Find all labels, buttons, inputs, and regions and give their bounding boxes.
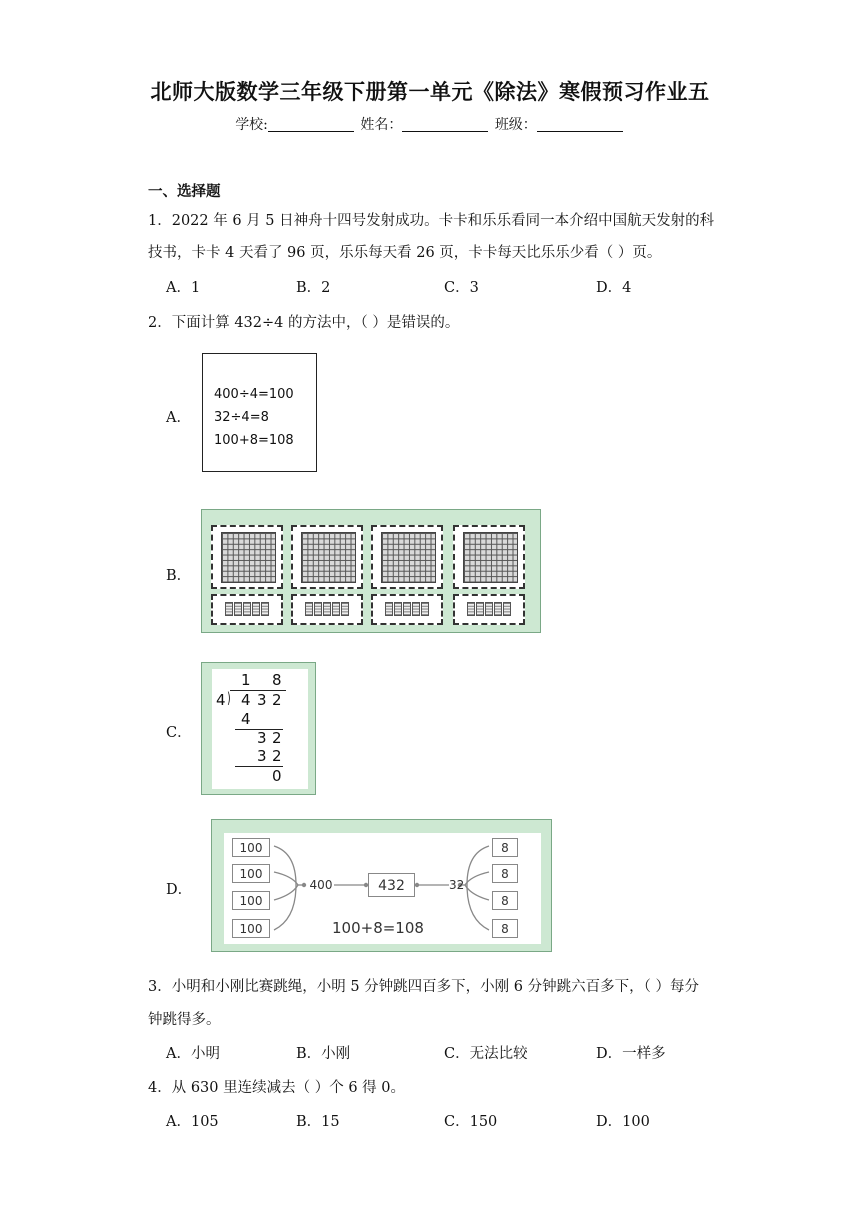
- ten-block: [403, 602, 411, 616]
- subtract-1: 4: [241, 710, 251, 728]
- name-field[interactable]: [402, 117, 488, 132]
- fig-a-line2: 32÷4=8: [214, 410, 269, 425]
- ten-block: [314, 602, 322, 616]
- remainder-digit: 3: [257, 729, 267, 747]
- ten-block: [412, 602, 420, 616]
- q3-stem-line1: 3．小明和小刚比赛跳绳，小明 5 分钟跳四百多下，小刚 6 分钟跳六百多下，（ ）每分: [148, 979, 699, 995]
- eight-box: 8: [492, 864, 518, 883]
- ten-block: [234, 602, 242, 616]
- divisor: 4: [216, 691, 226, 709]
- q1-stem-line2: 技书，卡卡 4 天看了 96 页，乐乐每天看 26 页，卡卡每天比乐乐少看（ ）页。: [148, 245, 662, 261]
- q2-figure-c: [201, 662, 316, 795]
- total-box: 432: [368, 873, 415, 897]
- ten-block: [332, 602, 340, 616]
- q3-option-c[interactable]: C．无法比较: [444, 1046, 528, 1062]
- q4-option-a[interactable]: A．105: [166, 1114, 219, 1130]
- dividend-digit: 2: [272, 691, 282, 709]
- subtract-2-digit: 3: [257, 747, 267, 765]
- hundred-grid: [463, 532, 518, 583]
- hundreds-group: [291, 525, 363, 589]
- hundred-box: 100: [232, 838, 270, 857]
- ten-block: [323, 602, 331, 616]
- school-label: 学校:: [235, 117, 268, 133]
- page-title: 北师大版数学三年级下册第一单元《除法》寒假预习作业五: [150, 79, 710, 104]
- remainder-digit: 2: [272, 729, 282, 747]
- hundreds-group: [371, 525, 443, 589]
- ten-block: [225, 602, 233, 616]
- eight-box: 8: [492, 919, 518, 938]
- student-info: [0, 114, 860, 134]
- eight-box: 8: [492, 891, 518, 910]
- q2-option-d-label[interactable]: D．: [166, 882, 193, 898]
- name-label: 姓名：: [360, 117, 403, 133]
- q2-figure-d: [211, 819, 552, 952]
- tens-group: [371, 594, 443, 625]
- final-remainder: 0: [272, 767, 282, 785]
- ten-block: [503, 602, 511, 616]
- eight-box: 8: [492, 838, 518, 857]
- tens-group: [291, 594, 363, 625]
- dividend-digit: 3: [257, 691, 267, 709]
- long-division: [212, 669, 308, 789]
- ten-block: [476, 602, 484, 616]
- hundred-box: 100: [232, 919, 270, 938]
- school-field[interactable]: [268, 117, 354, 132]
- class-label: 班级：: [494, 117, 537, 133]
- quotient-digit: 1: [241, 671, 251, 689]
- tens-group: [453, 594, 525, 625]
- dividend-digit: 4: [241, 691, 251, 709]
- quotient-digit: 8: [272, 671, 282, 689]
- ten-block: [341, 602, 349, 616]
- hundred-box: 100: [232, 864, 270, 883]
- partial-400: 400: [309, 878, 333, 892]
- q3-option-d[interactable]: D．一样多: [596, 1046, 666, 1062]
- q1-option-b[interactable]: B．2: [296, 280, 331, 296]
- q4-stem: 4．从 630 里连续减去（ ）个 6 得 0。: [148, 1080, 406, 1096]
- q2-stem: 2．下面计算 432÷4 的方法中，（ ）是错误的。: [148, 315, 460, 331]
- ten-block: [385, 602, 393, 616]
- ten-block: [485, 602, 493, 616]
- ten-block: [494, 602, 502, 616]
- fig-a-line3: 100+8=108: [214, 433, 294, 448]
- q2-option-a-label[interactable]: A．: [166, 410, 191, 426]
- class-field[interactable]: [537, 117, 623, 132]
- hundred-grid: [301, 532, 356, 583]
- tens-group: [211, 594, 283, 625]
- ten-block: [243, 602, 251, 616]
- q2-option-b-label[interactable]: B．: [166, 568, 192, 584]
- ten-block: [305, 602, 313, 616]
- hundred-grid: [381, 532, 436, 583]
- q3-option-a[interactable]: A．小明: [166, 1046, 220, 1062]
- ten-block: [394, 602, 402, 616]
- ten-block: [467, 602, 475, 616]
- ten-block: [421, 602, 429, 616]
- hundreds-group: [453, 525, 525, 589]
- q2-figure-a: [202, 353, 317, 472]
- hundred-box: 100: [232, 891, 270, 910]
- hundred-grid: [221, 532, 276, 583]
- equation: 100+8=108: [332, 919, 424, 937]
- q3-stem-line2: 钟跳得多。: [148, 1012, 221, 1028]
- q1-stem-line1: 1．2022 年 6 月 5 日神舟十四号发射成功。卡卡和乐乐看同一本介绍中国航天发射的科: [148, 213, 715, 229]
- ten-block: [261, 602, 269, 616]
- subtract-2-digit: 2: [272, 747, 282, 765]
- q2-figure-b: [201, 509, 541, 633]
- hundreds-group: [211, 525, 283, 589]
- q3-option-b[interactable]: B．小刚: [296, 1046, 351, 1062]
- q4-option-b[interactable]: B．15: [296, 1114, 340, 1130]
- partial-32: 32: [449, 878, 465, 892]
- fig-a-line1: 400÷4=100: [214, 387, 294, 402]
- section-heading: 一、选择题: [148, 183, 221, 200]
- q4-option-d[interactable]: D．100: [596, 1114, 650, 1130]
- q2-option-c-label[interactable]: C．: [166, 725, 192, 741]
- q1-option-a[interactable]: A．1: [166, 280, 201, 296]
- q1-option-c[interactable]: C．3: [444, 280, 479, 296]
- division-bracket: ): [227, 689, 231, 707]
- q4-option-c[interactable]: C．150: [444, 1114, 498, 1130]
- q1-option-d[interactable]: D．4: [596, 280, 632, 296]
- ten-block: [252, 602, 260, 616]
- split-diagram: [224, 833, 541, 944]
